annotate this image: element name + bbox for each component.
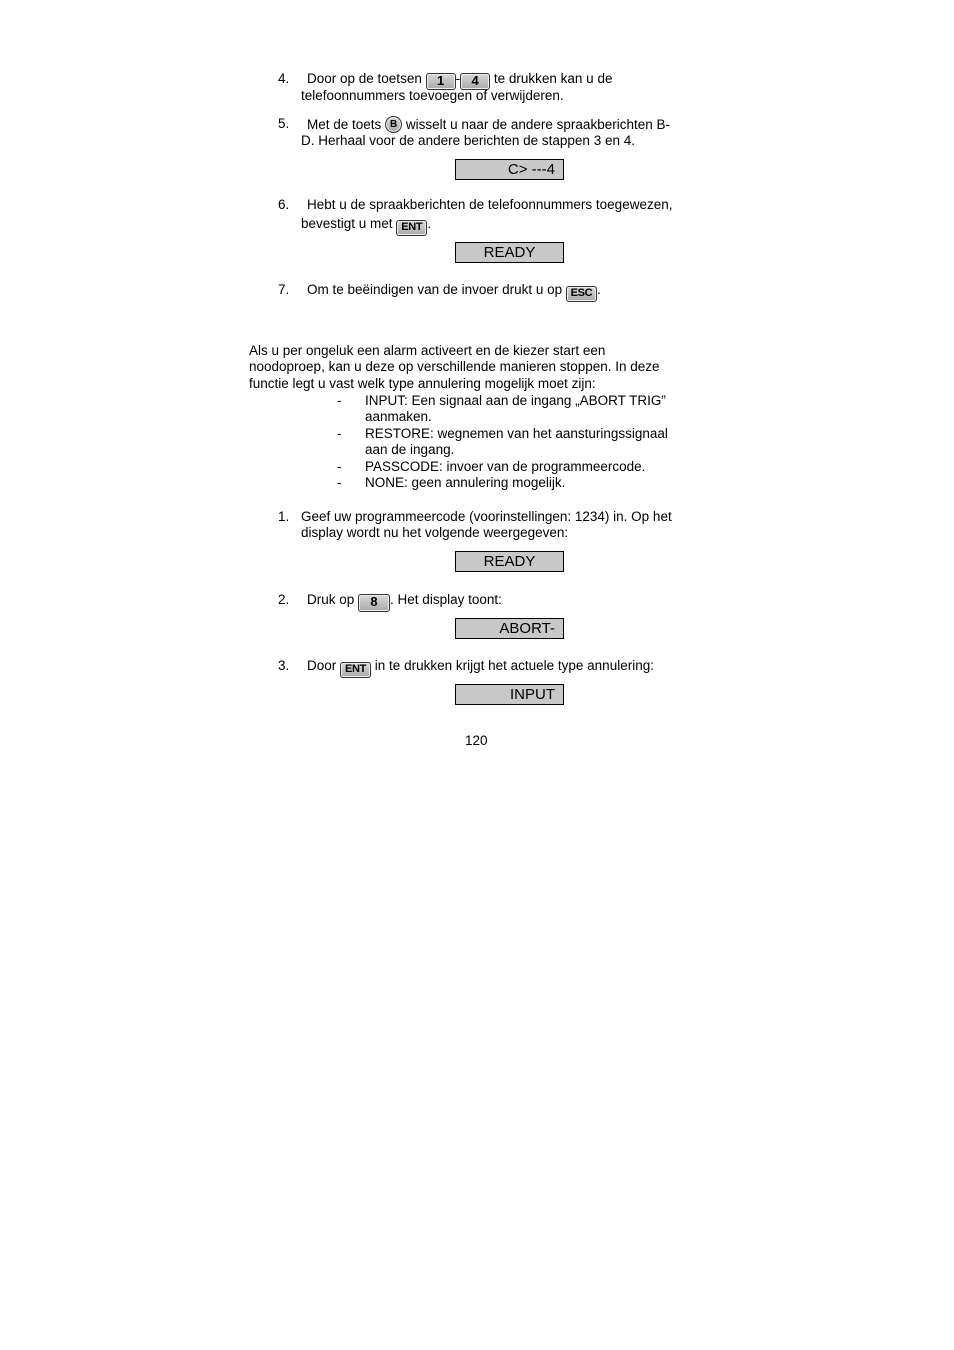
sub-3-text: Door: [307, 658, 337, 673]
bullet-none: NONE: geen annulering mogelijk.: [365, 475, 566, 490]
bullet-dash: -: [337, 475, 342, 490]
lcd-display: ABORT-: [455, 618, 564, 639]
step-number: 3.: [278, 658, 290, 673]
step-6-text: bevestigt u met: [301, 216, 393, 231]
step-number: 6.: [278, 197, 290, 212]
step-number: 4.: [278, 71, 290, 86]
key-8-icon: 8: [358, 594, 390, 612]
step-number: 5.: [278, 116, 290, 131]
intro-line-3: functie legt u vast welk type annulering mogelijk moet zijn:: [249, 376, 596, 391]
intro-line-1: Als u per ongeluk een alarm activeert en de kiezer start een: [249, 343, 606, 358]
lcd-display: C> ---4: [455, 159, 564, 180]
page-number: 120: [465, 733, 488, 748]
bullet-passcode: PASSCODE: invoer van de programmeercode.: [365, 459, 646, 474]
step-5-text: wisselt u naar de andere spraakberichten B-: [405, 117, 670, 132]
sub-3-text: in te drukken krijgt het actuele type annulering:: [374, 658, 654, 673]
sub-2-text: Druk op: [307, 592, 355, 607]
bullet-restore: RESTORE: wegnemen van het aansturingssignaal: [365, 426, 668, 441]
esc-key-icon: ESC: [566, 286, 597, 302]
sub-3-line: [307, 658, 654, 678]
step-5-line-2: D. Herhaal voor de andere berichten de stappen 3 en 4.: [301, 133, 635, 148]
range-dash: -: [455, 71, 461, 86]
lcd-display: INPUT: [455, 684, 564, 705]
sub-2-text: . Het display toont:: [390, 592, 502, 607]
step-6-line-2: bevestigt u met ENT .: [301, 216, 431, 236]
step-number: 7.: [278, 282, 290, 297]
lcd-display: READY: [455, 551, 564, 572]
sub-1-line-2: display wordt nu het volgende weergegeven:: [301, 525, 569, 540]
step-6-line-1: Hebt u de spraakberichten de telefoonnummers toegewezen,: [307, 197, 673, 212]
bullet-restore-cont: aan de ingang.: [365, 442, 455, 457]
key-b-icon: B: [385, 116, 402, 133]
bullet-dash: -: [337, 426, 342, 441]
sub-2-line: [307, 592, 502, 612]
ent-key-icon: ENT: [396, 220, 427, 236]
step-7-line: Om te beëindigen van de invoer drukt u op ESC .: [307, 282, 601, 302]
step-number: 2.: [278, 592, 290, 607]
intro-line-2: noodoproep, kan u deze op verschillende manieren stoppen. In deze: [249, 359, 660, 374]
bullet-dash: -: [337, 393, 342, 408]
ent-key-icon: ENT: [340, 662, 371, 678]
step-4-line-2: telefoonnummers toevoegen of verwijderen.: [301, 88, 564, 103]
step-5-line-1: [307, 116, 670, 134]
step-7-text: Om te beëindigen van de invoer drukt u op: [307, 282, 563, 297]
bullet-input-cont: aanmaken.: [365, 409, 432, 424]
bullet-dash: -: [337, 459, 342, 474]
step-number: 1.: [278, 509, 290, 524]
bullet-input: INPUT: Een signaal aan de ingang „ABORT TRIG”: [365, 393, 666, 408]
sub-1-line-1: Geef uw programmeercode (voorinstellingen: 1234) in. Op het: [301, 509, 672, 524]
key-1-icon: 1: [426, 73, 456, 90]
step-4-text: Door op de toetsen: [307, 71, 422, 86]
key-4-icon: 4: [460, 73, 490, 90]
step-5-text: Met de toets: [307, 117, 382, 132]
step-4-text: te drukken kan u de: [493, 71, 613, 86]
lcd-display: READY: [455, 242, 564, 263]
